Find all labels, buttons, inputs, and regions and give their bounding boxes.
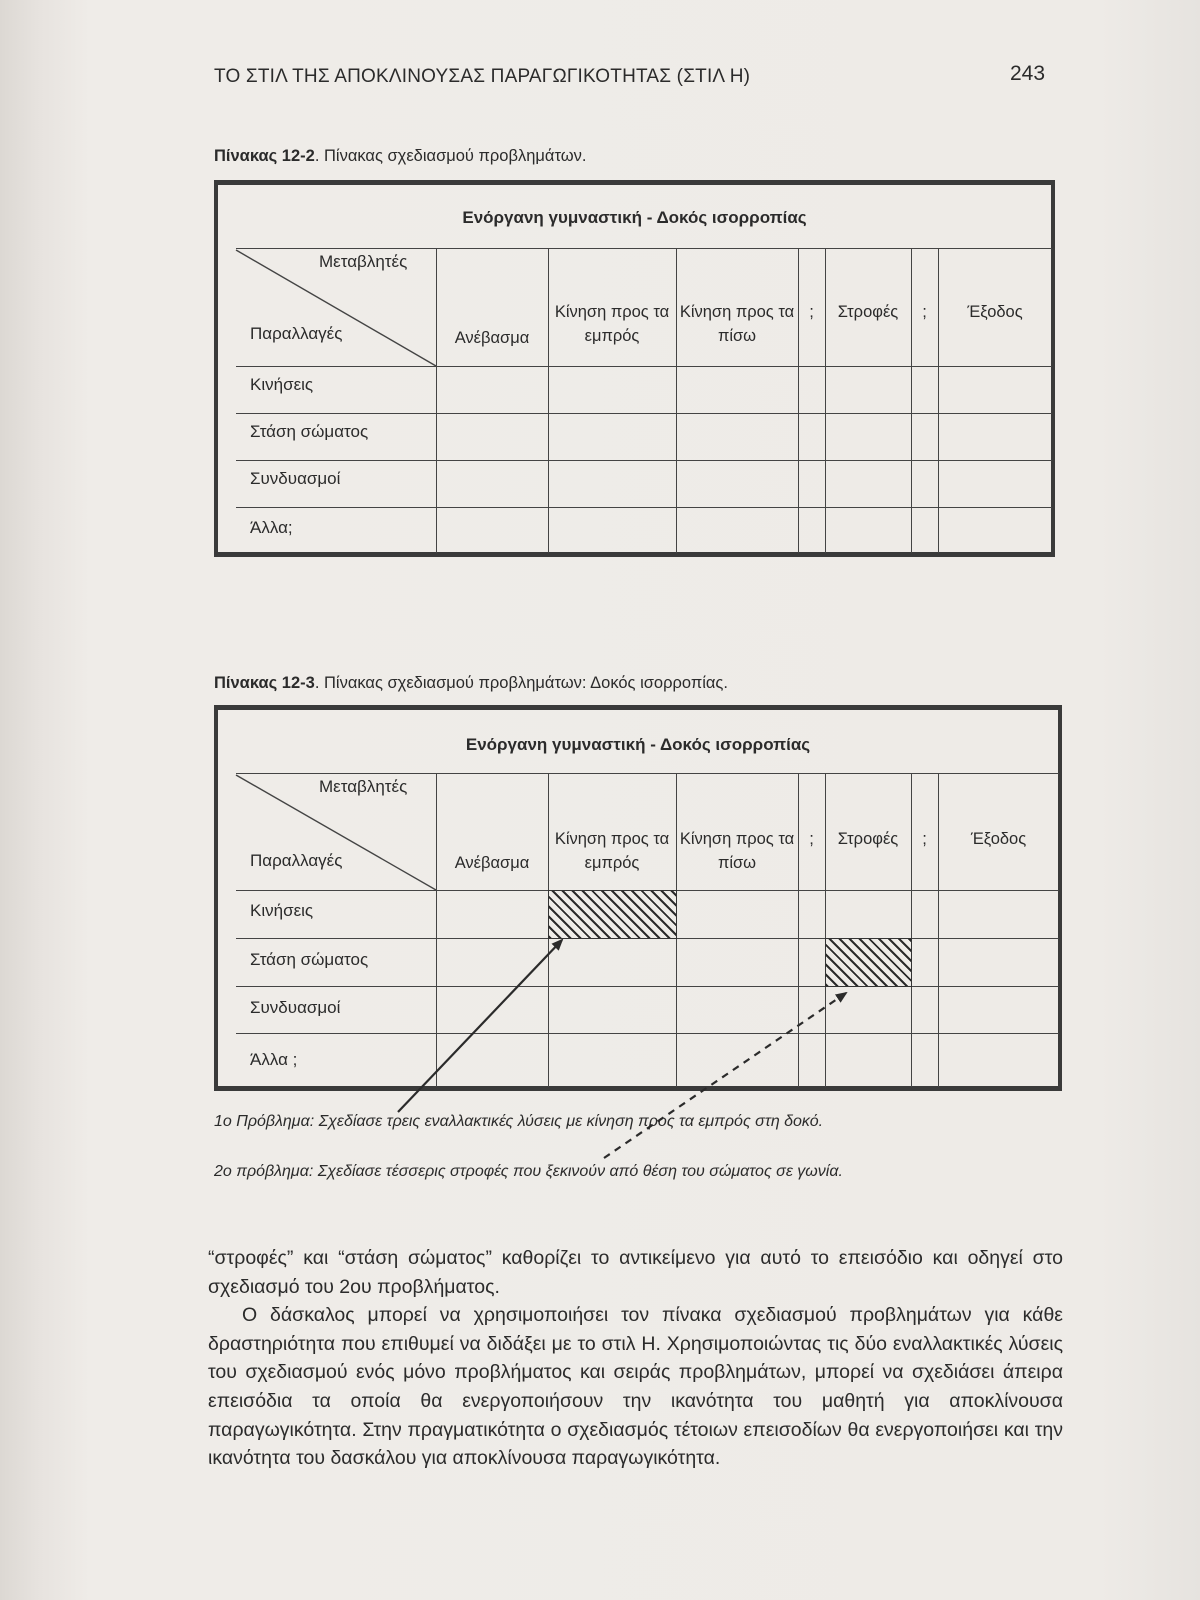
table1-row-other: Άλλα; [250,518,293,537]
table1-col-forward: Κίνηση προς τα εμπρός [554,303,670,345]
table2-col-unknown-1: ; [809,830,814,848]
problem-1-text: 1ο Πρόβλημα: Σχεδίασε τρεις εναλλακτικές λύσεις με κίνηση προς τα εμπρός στη δοκό. [214,1113,824,1130]
table2-col-unknown-2: ; [922,830,927,848]
table2-row-body-position: Στάση σώματος [250,950,369,969]
body-paragraph-1: “στροφές” και “στάση σώματος” καθορίζει το αντικείμενο για αυτό το επεισόδιο και οδηγεί στο σχεδιασμό του 2ου προβλήματος. [208,1247,1063,1298]
arrow-problem-2 [604,993,846,1158]
table1-row-body-position: Στάση σώματος [250,422,369,441]
table1-title: Ενόργανη γυμναστική - Δοκός ισορροπίας [462,208,807,227]
table1-corner-variables: Μεταβλητές [319,252,408,271]
table1-row-movements: Κινήσεις [250,375,314,394]
table2-row-combinations: Συνδυασμοί [250,998,341,1017]
table2-row-other: Άλλα ; [250,1050,298,1069]
table2-corner-variations: Παραλλαγές [250,851,343,870]
table1-corner-variations: Παραλλαγές [250,324,343,343]
table2-corner-variables: Μεταβλητές [319,777,408,796]
table1-col-ascent: Ανέβασμα [454,329,530,347]
table1-row-combinations: Συνδυασμοί [250,469,341,488]
running-title: ΤΟ ΣΤΙΛ ΤΗΣ ΑΠΟΚΛΙΝΟΥΣΑΣ ΠΑΡΑΓΩΓΙΚΟΤΗΤΑΣ (ΣΤΙΛ Η) [214,66,751,87]
problem-2-text: 2ο πρόβλημα: Σχεδίασε τέσσερις στροφές που ξεκινούν από θέση του σώματος σε γωνία. [214,1163,843,1180]
table1-col-unknown-1: ; [809,303,814,321]
page-number: 243 [1010,62,1046,85]
table2-col-forward: Κίνηση προς τα εμπρός [554,830,670,872]
body-text [208,1244,1063,1473]
table1-col-dismount: Έξοδος [967,303,1023,321]
arrow-problem-1 [398,940,562,1112]
table2-caption-text: . Πίνακας σχεδιασμού προβλημάτων: Δοκός ισορροπίας. [314,674,728,692]
table2-col-dismount: Έξοδος [970,830,1027,848]
table2-title: Ενόργανη γυμναστική - Δοκός ισορροπίας [465,735,811,754]
table1-col-unknown-2: ; [922,303,927,321]
table2-col-turns: Στροφές [837,830,899,848]
table1-col-backward: Κίνηση προς τα πίσω [679,303,795,345]
table2-row-movements: Κινήσεις [250,901,314,920]
table2-col-backward: Κίνηση προς τα πίσω [679,830,795,872]
table1-caption-text: . Πίνακας σχεδιασμού προβλημάτων. [314,147,587,165]
table1-col-turns: Στροφές [837,303,899,321]
table2-col-ascent: Ανέβασμα [454,854,530,872]
table1-caption-label: Πίνακας 12-2 [214,147,315,165]
table2-caption-label: Πίνακας 12-3 [214,674,315,692]
body-paragraph-2: Ο δάσκαλος μπορεί να χρησιμοποιήσει τον πίνακα σχεδιασμού προβλημάτων για κάθε δραστηριότητα που επιθυμεί να διδάξει με το στιλ Η. Χρησιμοποιώντας τις δύο εναλλακτικές λύσεις του σχεδιασμού ενός μόνο προβλήματος και σειράς προβλημάτων, μπορεί να σχεδιάσει άπειρα επεισόδια τα οποία θα ενεργοποιήσουν την ικανότητα του μαθητή για αποκλίνουσα παραγωγικότητα. Στην πραγματικότητα ο σχεδιασμός τέτοιων επεισοδίων θα ενεργοποιήσει και την ικανότητα του δασκάλου για αποκλίνουσα παραγωγικότητα. [208,1304,1063,1470]
